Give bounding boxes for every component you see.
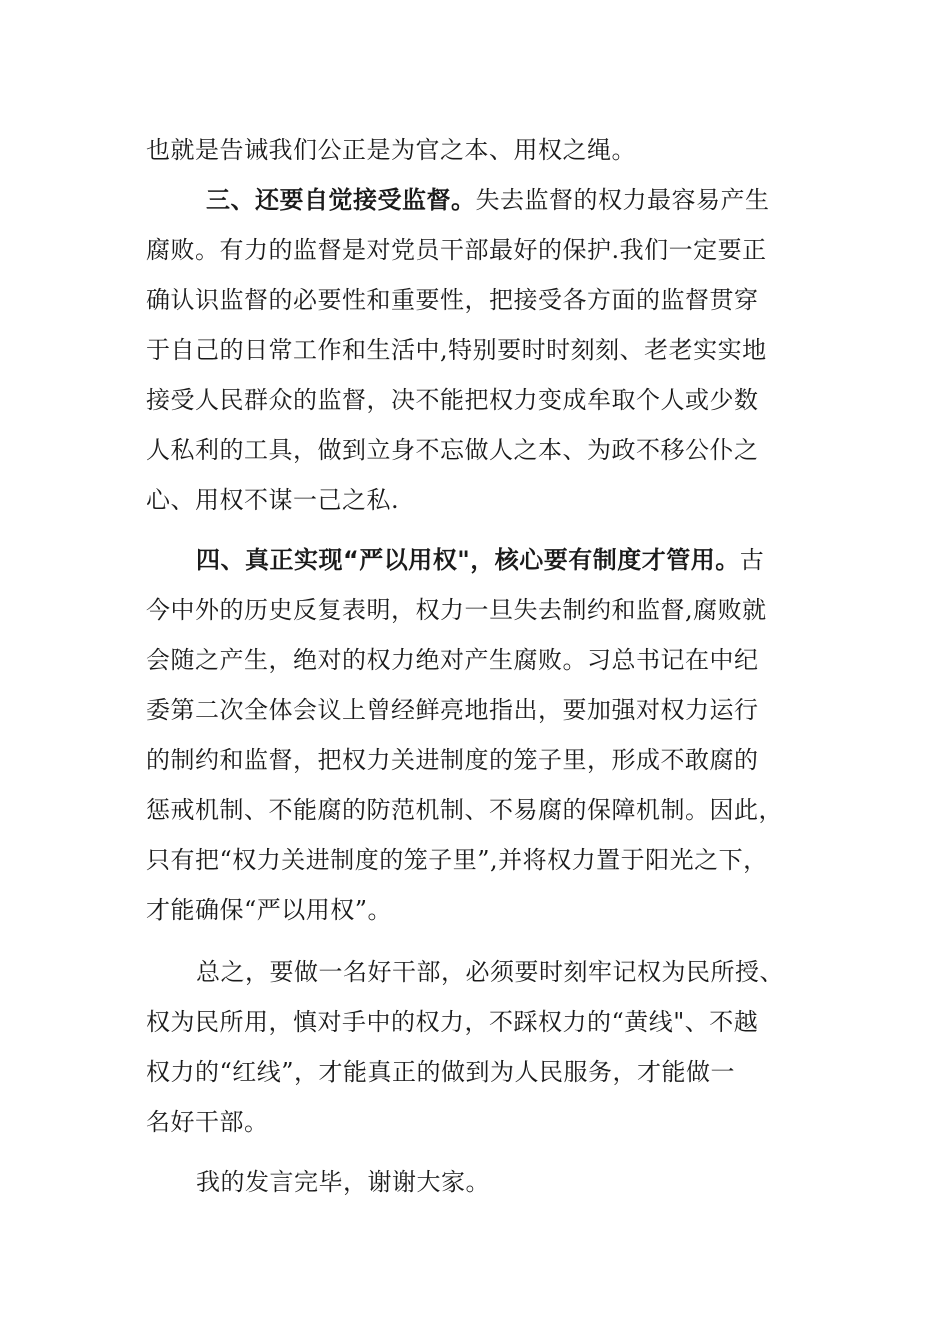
section3-heading: 三、还要自觉接受监督。 — [206, 186, 476, 214]
section4-line-6: 只有把“权力关进制度的笼子里”,并将权力置于阳光之下， — [146, 846, 768, 874]
conclusion-line-3: 名好干部。 — [146, 1108, 269, 1136]
conclusion-line-1: 权为民所用，慎对手中的权力，不踩权力的“黄线"、不越 — [146, 1008, 759, 1036]
section4-line-7: 才能确保“严以用权”。 — [146, 896, 393, 924]
section4-first-line — [196, 544, 764, 576]
section4-line-3: 委第二次全体会议上曾经鲜亮地指出，要加强对权力运行 — [146, 696, 759, 724]
section3-line-1: 腐败。有力的监督是对党员干部最好的保护.我们一定要正 — [146, 236, 767, 264]
section3-line-2: 确认识监督的必要性和重要性，把接受各方面的监督贯穿 — [146, 286, 759, 314]
conclusion-line-2: 权力的“红线”，才能真正的做到为人民服务，才能做一 — [146, 1058, 736, 1086]
section4-line-1: 今中外的历史反复表明，权力一旦失去制约和监督,腐败就 — [146, 596, 767, 624]
section4-line-4: 的制约和监督，把权力关进制度的笼子里，形成不敢腐的 — [146, 746, 759, 774]
section4-line-5: 惩戒机制、不能腐的防范机制、不易腐的保障机制。因此， — [146, 796, 783, 824]
section3-line-6: 心、用权不谋一己之私. — [146, 486, 400, 514]
intro-line: 也就是告诫我们公正是为官之本、用权之绳。 — [146, 136, 636, 164]
section3-first-line — [206, 184, 770, 216]
section3-line-5: 人私利的工具，做到立身不忘做人之本、为政不移公仆之 — [146, 436, 759, 464]
section4-line-0: 古 — [739, 546, 765, 574]
section3-line-3: 于自己的日常工作和生活中,特别要时时刻刻、老老实实地 — [146, 336, 767, 364]
conclusion-line-0: 总之，要做一名好干部，必须要时刻牢记权为民所授、 — [196, 958, 784, 986]
section4-line-2: 会随之产生，绝对的权力绝对产生腐败。习总书记在中纪 — [146, 646, 759, 674]
closing-line: 我的发言完毕，谢谢大家。 — [196, 1168, 490, 1196]
section4-heading: 四、真正实现“严以用权"，核心要有制度才管用。 — [196, 546, 740, 574]
section3-line-0: 失去监督的权力最容易产生 — [475, 186, 770, 214]
section3-line-4: 接受人民群众的监督，决不能把权力变成牟取个人或少数 — [146, 386, 759, 414]
